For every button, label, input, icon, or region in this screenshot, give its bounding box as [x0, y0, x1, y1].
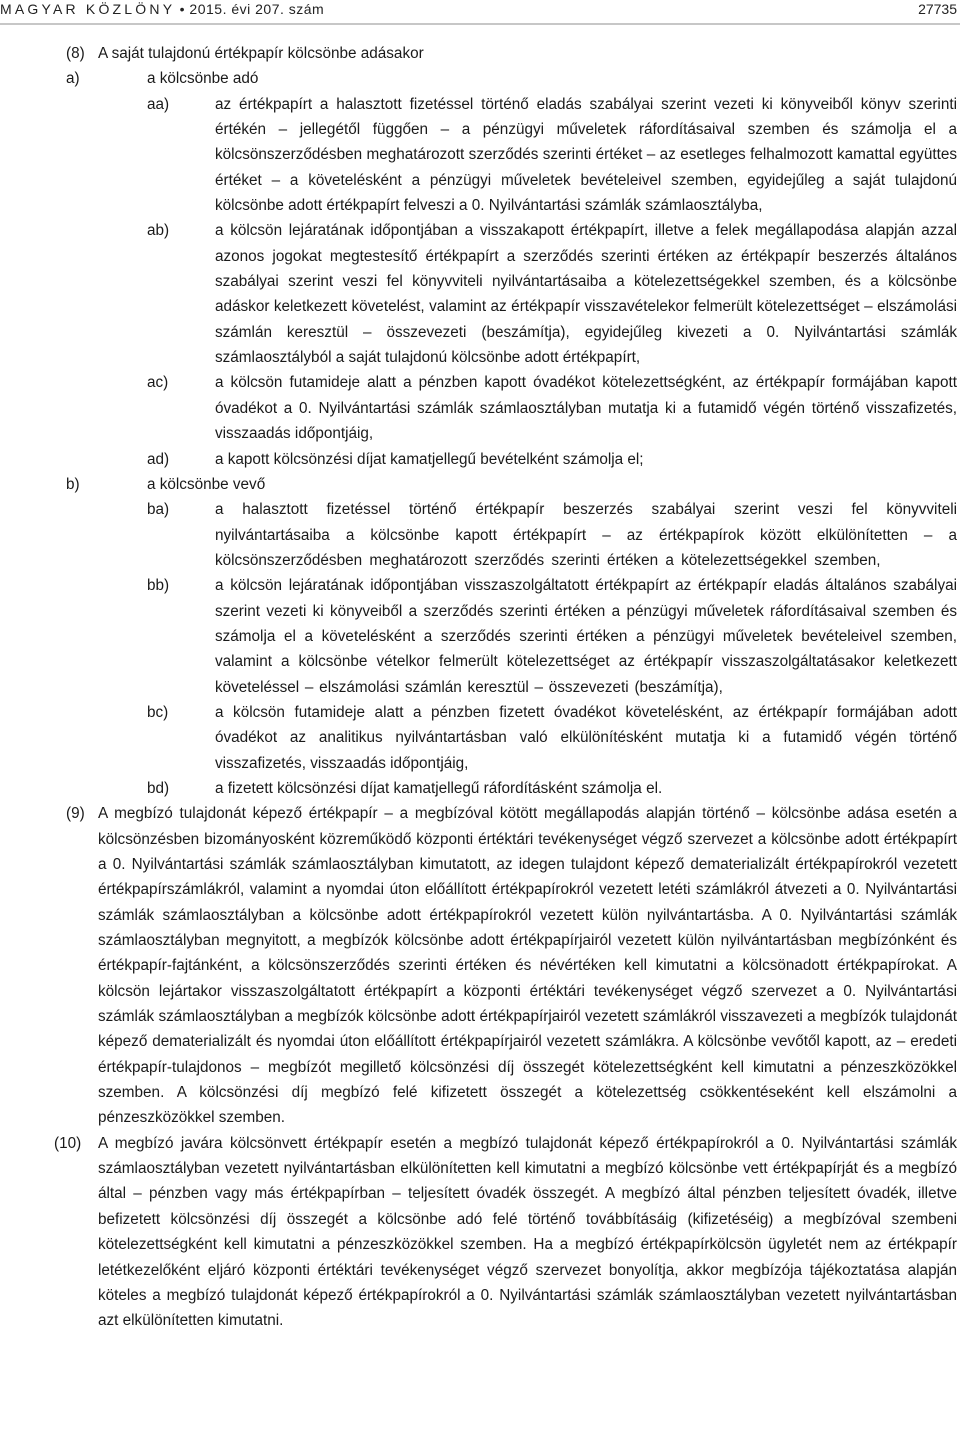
paragraph-number: (9)	[66, 805, 85, 823]
issue-number: 2015. évi 207. szám	[189, 1, 325, 17]
point-text: a kölcsönbe adó	[147, 70, 259, 88]
subpoint-bb	[0, 573, 960, 700]
page-header	[0, 0, 960, 22]
header-divider	[0, 23, 960, 25]
paragraph-8	[0, 41, 960, 66]
paragraph-text: A megbízó javára kölcsönvett értékpapír esetén a megbízó tulajdonát képező értékpapírokról a 0. Nyilvántartási számlák számlaosztályban vezetett nyilvántartásban elkülönítetten kell kimutatni a megbízó kölcsönbe vett értékpapírját és a megbízó által – pénzben vagy más értékpapírban – teljesített óvadék összegét. A megbízó által pénzben teljesített óvadék, illetve befizetett kölcsönzési díj összegét a kölcsönbe adó felé történő továbbításáig (kifizetéséig) a megbízóval szembeni kötelezettségként kell kimutatni a pénzeszközökkel szemben. Ha a megbízó értékpapírkölcsön ügyletét nem az értékpapír letétkezelőként eljáró központi értéktári tevékenységet végző szervezet bonyolítja, akkor megbízója tájékoztatása alapján köteles a megbízó tulajdonát képező értékpapírokról a 0. Nyilvántartási számlák számlaosztályban vezetett nyilvántartásban azt elkülönítetten kimutatni.	[98, 1134, 957, 1330]
page-number: 27735	[918, 1, 957, 17]
subpoint-text: a kapott kölcsönzési díjat kamatjellegű bevételként számolja el;	[215, 450, 644, 468]
paragraph-text: A saját tulajdonú értékpapír kölcsönbe adásakor	[98, 45, 424, 62]
subpoint-text: a kölcsön lejáratának időpontjában a visszakapott értékpapírt, illetve a felek megállapodása alapján azzal azonos jogokat megtestesítő értékpapírt a szerződés szerinti értéken az értékpapír beszerzés általános szabályai szerint veszi fel könyvviteli nyilvántartásaiba a kötelezettségekkel szemben, és a kölcsönbe adáskor keletkezett követelést, valamint az értékpapír visszavételekor felmerült kötelezettséget – elszámolási számlán keresztül – összevezeti (beszámítja), egyidejűleg kivezeti a 0. Nyilvántartási számlák számlaosztályból a saját tulajdonú kölcsönbe adott értékpapírt,	[215, 222, 957, 367]
point-b	[0, 472, 960, 497]
subpoint-label: ad)	[147, 450, 170, 468]
subpoint-ac	[0, 370, 960, 446]
subpoint-bd	[0, 776, 960, 801]
paragraph-10	[0, 1131, 960, 1334]
paragraph-text: A megbízó tulajdonát képező értékpapír – a megbízóval kötött megállapodás alapján történő – kölcsönbe adása esetén a kölcsönzésben bizományosként közreműködő központi értéktári tevékenységet végző szervezet a kölcsönbe adott értékpapírt a 0. Nyilvántartási számlák számlaosztályban kimutatott, az idegen tulajdont képező dematerializált értékpapírokról vezetett értékpapírszámlákról, valamint a nyomdai úton előállított értékpapírokról vezetett letéti számlákról átvezeti a 0. Nyilvántartási számlák számlaosztályban a kölcsönbe adott értékpapírokról vezetett külön nyilvántartásba. A 0. Nyilvántartási számlák számlaosztályban megnyitott, a megbízók kölcsönbe adott értékpapírjairól vezetett külön nyilvántartásban megbízónként és értékpapír-fajtánként, a kölcsönszerződés szerinti értéken és névértéken kell kimutatni a kölcsönadott értékpapírokat. A kölcsön lejártakor visszaszolgáltatott értékpapírt a központi értéktári tevékenységet végző szervezet a 0. Nyilvántartási számlák számlaosztályban a megbízók kölcsönbe adott értékpapírjairól vezetett számlákról visszavezeti a megbízók tulajdonát képező dematerializált és nyomdai úton előállított értékpapírjairól vezetett számlákra. A kölcsönbe vevőtől kapott, az – eredeti értékpapír-tulajdonos – megbízót megillető kölcsönzési díj összegét kötelezettségként kell kimutatni a pénzeszközökkel szemben. A kölcsönzési díj megbízó felé kifizetett összegét a kötelezettség csökkentéseként kell elszámolni a pénzeszközökkel szemben.	[98, 805, 957, 1127]
subpoint-label: ac)	[147, 374, 169, 392]
subpoint-ad	[0, 447, 960, 472]
subpoint-text: a kölcsön lejáratának időpontjában visszaszolgáltatott értékpapírt az értékpapír eladás általános szabályai szerint vezeti ki könyveiből a szerződés szerinti értéken a pénzügyi műveletek ráfordításaival szemben és számolja el a követelésként a szerződés szerinti értéken a pénzügyi műveletek bevételeivel szemben, valamint a kölcsönbe vételkor felmerült kötelezettséget az értékpapír visszaszolgáltatásakor keletkezett követeléssel – elszámolási számlán keresztül – összevezeti (beszámítja),	[215, 577, 957, 696]
subpoint-ba	[0, 497, 960, 573]
point-text: a kölcsönbe vevő	[147, 475, 266, 493]
subpoint-label: ba)	[147, 501, 170, 519]
paragraph-number: (8)	[66, 45, 85, 62]
journal-title: MAGYAR KÖZLÖNY	[0, 1, 176, 17]
subpoint-label: bd)	[147, 779, 170, 797]
subpoint-aa	[0, 92, 960, 219]
subpoint-text: a halasztott fizetéssel történő értékpapír beszerzés szabályai szerint veszi fel könyvviteli nyilvántartásaiba a kölcsönbe kapott értékpapírt – az értékpapírok között elkülönítetten – a kölcsönszerződésben meghatározott szerződés szerinti értéken a kötelezettségekkel szemben,	[215, 501, 957, 569]
header-journal-line: MAGYAR KÖZLÖNY • 2015. évi 207. szám	[0, 1, 325, 17]
subpoint-text: a kölcsön futamideje alatt a pénzben kapott óvadékot kötelezettségként, az értékpapír formájában kapott óvadékot a 0. Nyilvántartási számlák számlaosztályban mutatja ki a futamidő végén történő visszafizetés, visszaadás időpontjáig,	[215, 374, 957, 443]
point-label: b)	[66, 475, 80, 493]
point-a	[0, 66, 960, 91]
subpoint-text: az értékpapírt a halasztott fizetéssel történő eladás szabályai szerint vezeti ki könyveiből könyv szerinti értékén – jellegétől függően – a pénzügyi műveletek ráfordításaival szemben és számolja el a kölcsönszerződésben meghatározott szerződés szerinti értéket – az esetleges felhalmozott kamattal együttes értéket – a követelésként a pénzügyi műveletek bevételeivel szemben, egyidejűleg a saját tulajdonú kölcsönbe adott értékpapírt felveszi a 0. Nyilvántartási számlák számlaosztályba,	[215, 95, 957, 215]
paragraph-number: (10)	[54, 1134, 82, 1152]
subpoint-label: bb)	[147, 577, 170, 595]
paragraph-9	[0, 801, 960, 1130]
document-body	[0, 41, 960, 1334]
subpoint-ab	[0, 218, 960, 370]
point-label: a)	[66, 70, 80, 88]
subpoint-text: a fizetett kölcsönzési díjat kamatjellegű ráfordításként számolja el.	[215, 779, 663, 797]
subpoint-label: ab)	[147, 222, 170, 240]
subpoint-text: a kölcsön futamideje alatt a pénzben fizetett óvadékot követelésként, az értékpapír formájában adott óvadékot az analitikus nyilvántartásban való elkülönítésként mutatja ki a futamidő végén történő visszafizetés, visszaadás időpontjáig,	[215, 703, 957, 772]
subpoint-bc	[0, 700, 960, 776]
subpoint-label: bc)	[147, 703, 169, 721]
subpoint-label: aa)	[147, 95, 170, 113]
